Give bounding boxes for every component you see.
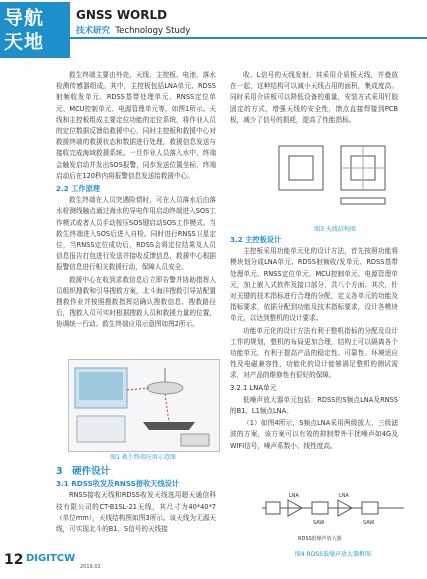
figure-4-drawing <box>258 488 408 548</box>
figure-3-caption: 图3 天线结构图 <box>314 226 356 233</box>
saw-label: SAW <box>313 520 325 526</box>
right-column <box>230 70 398 127</box>
figure-1-illustration <box>68 359 220 452</box>
header-cn-line1: 导航 <box>4 7 45 29</box>
header-logo-box <box>0 2 70 58</box>
paragraph: 功能单元化的设计方法有利于整机指标的分配及设计工作的规划，整机的布局更加合理，结构上可以隔离各个功能单元，有利于提高产品的稳定性、可靠性、环境适应性及电磁兼容性，功能化的设计能够满足整机的测试需求，对产品的维修性有很好的保障。 <box>230 326 398 380</box>
section-heading-3-1: 3.1 RDSS收发及RNSS接收天线设计 <box>56 479 180 489</box>
figure-3-drawing <box>275 140 395 222</box>
figure-1-drawing <box>69 360 219 451</box>
paragraph: 救援中心在收到求救信息后立即告警并协助指挥人员组织搜救和引导搜救方案，北斗海洋搜救引导站配置搜救作业并按照搜救指挥站确认搜救信息、搜救路径后，搜救人员可实时根据搜救人员和救援力量的位置，协调统一行动。救生终端应用示意图如图2所示。 <box>56 275 216 329</box>
section-heading-3-2-1: 3.2.1 LNA单元 <box>230 383 277 392</box>
page-header <box>0 0 427 62</box>
footer-date: 2019.02 <box>80 564 101 570</box>
figure-3-antenna <box>275 140 395 222</box>
figure-4-caption: 图4 RDSS低噪声放大器框图 <box>294 551 372 558</box>
header-rule <box>70 37 427 39</box>
right-column-mid <box>230 234 398 453</box>
paragraph: 救生终端主要由外壳、天线、主控板、电池、落水检测传感器组成。其中，主控板包括LNA单元、RDSS射频收发单元、RDSS基带处理单元、RNSS定位单元、MCU控制单元、电源管理单元等，如图1所示。天线和主控板组成主要定位功能的定位系统，将作业人员的定位数据反馈给救援中心，同时主控板和救援中心对救援终端的救援状态和数据进行处理，救援信息发送与接收完成海域救援系统。一旦作业人员落入水中，终端会触发启动并发出SOS报警，同步发送位置坐标，终端启动后在120秒内将报警信息发送给救援中心。 <box>56 71 216 180</box>
figure-4-lna-diagram <box>258 488 408 548</box>
section-heading-2-2: 2.2 工作原理 <box>56 184 100 194</box>
header-en-title: GNSS WORLD <box>76 8 168 22</box>
paragraph: （1）如图4所示，S频点LNA采用两级放大、三级滤波的方案，该方案可以有效的抑制带外干扰噪声如4G及WIFI信号，噪声系数小、线性度高。 <box>230 419 398 450</box>
section-heading-3-2: 3.2 主控板设计 <box>230 235 282 244</box>
header-section: 技术研究 Technology Study <box>76 26 191 36</box>
paragraph: 主控板采用功能单元化的设计方法，首先按照功能将模块划分成LNA单元、RDSS射频收/发单元、RDSS基带处理单元、RNSS定位单元、MCU控制单元、电源管理单元，加上嵌入式软件及接口部分，共八个方面。其次，针对关键的技术指标进行合理的分配，定义各单元的功能及指标要求，依据分配到功能及技术指标要求，设计各模块单元，以达到整机的设计要求。 <box>230 247 398 323</box>
figure-1-caption: 图1 救生终端应用示意图 <box>110 454 176 461</box>
paragraph: 救生终端在人员突遇险情时，可在人员落水后由落水检测线触点通过海水的导电作用启动终端进入SOS工作模式或者人员手动按压SOS键启动SOS工作模式。当救生终端进入SOS后进入自检。同时进行RNSS卫星定位，当RNSS定位成功后，RDSS会将定位结果及人员信息报告打包进行发送并接收反馈信息，救援中心根据报警信息进行相关救援行动，保障人员安全。 <box>56 196 216 272</box>
diagram-label: RDSS低噪声放大器 <box>298 536 342 542</box>
paragraph: 低噪声放大器单元包括：RDSS的S频点LNA及RNSS的B1、L1频点LNA。 <box>230 395 398 416</box>
page-number: 12 <box>4 552 24 568</box>
section-heading-3: 3 硬件设计 <box>56 466 111 477</box>
paragraph: RNSS接收天线和RDSS收发天线选用超天通信科技有限公司的CT-B1SL-21天线，其尺寸为40*40*7（单位mm），天线结构图如图3所示。该天线为无源天线，可实现北斗的B1、S信号的天线接 <box>56 491 216 534</box>
paragraph: 收、L信号的天线发射，其采用介质板天线，并叠放在一起，这种结构可以减小天线占用的面积，集成度高。同时采用介质板可以降低设备的重量，安装方式采用钉胶固定的方式，增强天线的安全性，馈点直接焊接到PCB板，减少了信号的损耗，提高了性能指标。 <box>230 71 398 124</box>
left-column-bottom <box>56 466 216 536</box>
saw-label: SAW <box>363 520 375 526</box>
lna-label: LNA <box>339 493 349 499</box>
footer-brand: DIGITCW <box>26 553 76 564</box>
lna-label: LNA <box>289 493 299 499</box>
left-column <box>56 70 216 332</box>
header-cn-line2: 天地 <box>4 31 45 53</box>
